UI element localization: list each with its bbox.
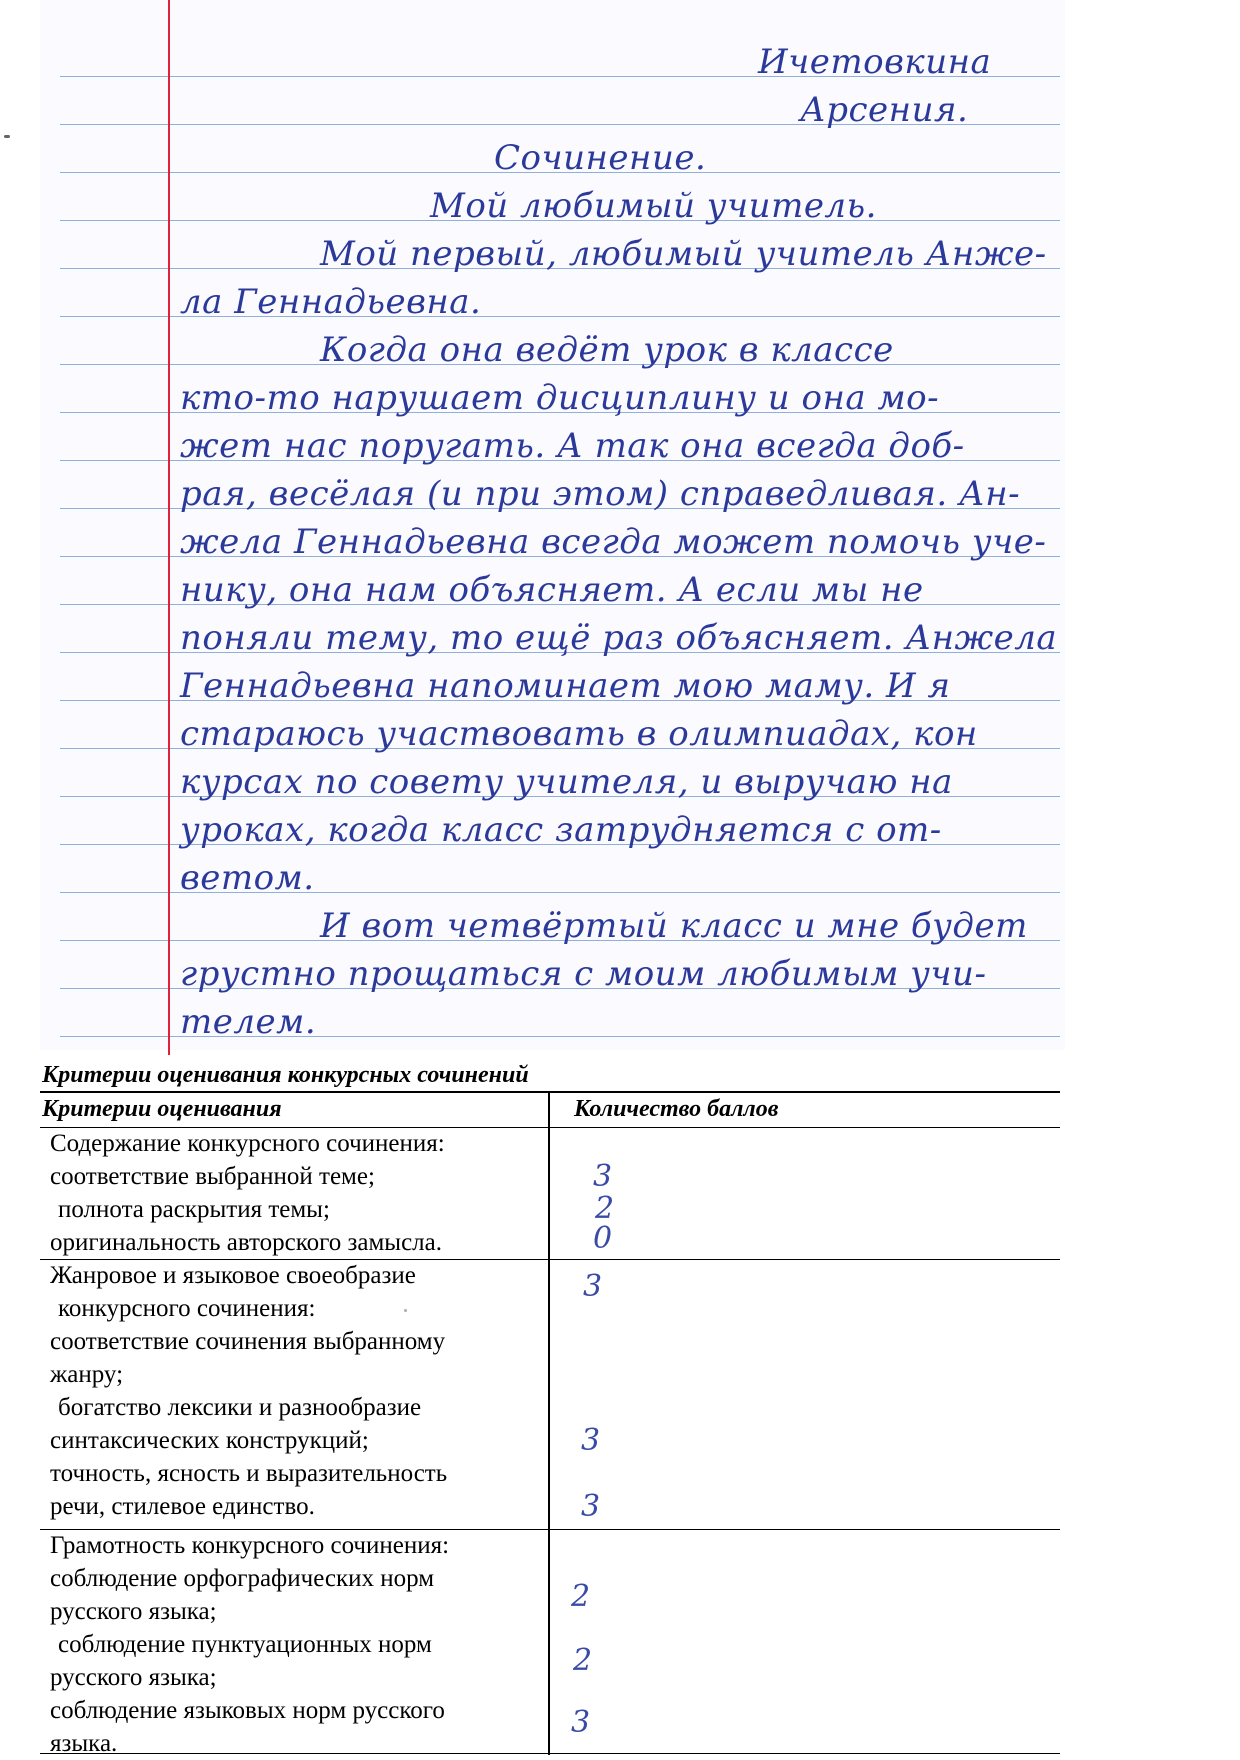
essay-line: рая, весёлая (и при этом) справедливая. Ан- xyxy=(180,474,1021,514)
criteria-line: точность, ясность и выразительность xyxy=(50,1460,448,1487)
criteria-line: русского языка; xyxy=(50,1664,217,1691)
author-name-line2: Арсения. xyxy=(800,90,969,130)
author-name-line1: Ичетовкина xyxy=(758,42,992,82)
criteria-line: речи, стилевое единство. xyxy=(50,1493,315,1520)
criteria-line: соблюдение пунктуационных норм xyxy=(58,1631,432,1658)
essay-line: Геннадьевна напоминает мою маму. И я xyxy=(180,666,951,706)
essay-line: грустно прощаться с моим любимым учи- xyxy=(180,954,987,994)
criteria-text xyxy=(50,1127,540,1259)
scan-speck xyxy=(404,1309,407,1312)
essay-line: Мой первый, любимый учитель Анже- xyxy=(320,234,1047,274)
criteria-line: соблюдение языковых норм русского xyxy=(50,1697,445,1724)
score-value: 2 xyxy=(573,1643,593,1678)
essay-line: стараюсь участвовать в олимпиадах, кон xyxy=(180,714,978,754)
scan-speck xyxy=(4,135,10,138)
essay-line: нику, она нам объясняет. А если мы не xyxy=(180,570,924,610)
score-value: 3 xyxy=(583,1269,603,1304)
criteria-line: русского языка; xyxy=(50,1598,217,1625)
essay-line: И вот четвёртый класс и мне будет xyxy=(320,906,1028,946)
score-value: 3 xyxy=(581,1489,601,1524)
col-header-criteria: Критерии оценивания xyxy=(42,1096,282,1122)
essay-line: жела Геннадьевна всегда может помочь уче- xyxy=(180,522,1047,562)
criteria-line: соответствие сочинения выбранному xyxy=(50,1328,446,1355)
essay-line: телем. xyxy=(180,1002,317,1042)
essay-line: кто-то нарушает дисциплину и она мо- xyxy=(180,378,940,418)
criteria-line: языка. xyxy=(50,1730,118,1757)
score-value: 3 xyxy=(581,1423,601,1458)
essay-heading: Сочинение. xyxy=(494,138,707,178)
criteria-line: синтаксических конструкций; xyxy=(50,1427,369,1454)
essay-line: Когда она ведёт урок в классе xyxy=(320,330,894,370)
criteria-line: соблюдение орфографических норм xyxy=(50,1565,435,1592)
essay-line: поняли тему, то ещё раз объясняет. Анжела xyxy=(180,618,1058,658)
criteria-group-content xyxy=(40,1127,1060,1260)
criteria-group-literacy xyxy=(40,1529,1060,1757)
essay-line: ла Геннадьевна. xyxy=(180,282,482,322)
criteria-line: соответствие выбранной теме; xyxy=(50,1163,375,1190)
score-value: 2 xyxy=(571,1579,591,1614)
essay-line: ветом. xyxy=(180,858,315,898)
criteria-line: Грамотность конкурсного сочинения: xyxy=(50,1532,450,1559)
score-value: 3 xyxy=(593,1159,613,1194)
essay-line: уроках, когда класс затрудняется с от- xyxy=(180,810,942,850)
table-column-divider xyxy=(548,1093,550,1755)
criteria-line: оригинальность авторского замысла. xyxy=(50,1229,442,1256)
essay-title: Мой любимый учитель. xyxy=(430,186,877,226)
score-value: 0 xyxy=(593,1221,613,1256)
criteria-text xyxy=(50,1259,540,1523)
criteria-group-genre xyxy=(40,1259,1060,1530)
criteria-table xyxy=(40,1091,1060,1755)
criteria-line: богатство лексики и разнообразие xyxy=(58,1394,422,1421)
criteria-line: полнота раскрытия темы; xyxy=(58,1196,330,1223)
criteria-text xyxy=(50,1529,540,1760)
table-header-row xyxy=(40,1093,1060,1128)
criteria-line: Жанровое и языковое своеобразие xyxy=(50,1262,416,1289)
criteria-title: Критерии оценивания конкурсных сочинений xyxy=(42,1062,529,1088)
score-value: 2 xyxy=(595,1191,615,1226)
essay-line: курсах по совету учителя, и выручаю на xyxy=(180,762,953,802)
criteria-line: жанру; xyxy=(50,1361,124,1388)
essay-line: жет нас поругать. А так она всегда доб- xyxy=(180,426,965,466)
score-value: 3 xyxy=(571,1705,591,1740)
col-header-points: Количество баллов xyxy=(574,1096,779,1122)
margin-line xyxy=(168,0,170,1055)
criteria-line: конкурсного сочинения: xyxy=(58,1295,316,1322)
criteria-line: Содержание конкурсного сочинения: xyxy=(50,1130,445,1157)
